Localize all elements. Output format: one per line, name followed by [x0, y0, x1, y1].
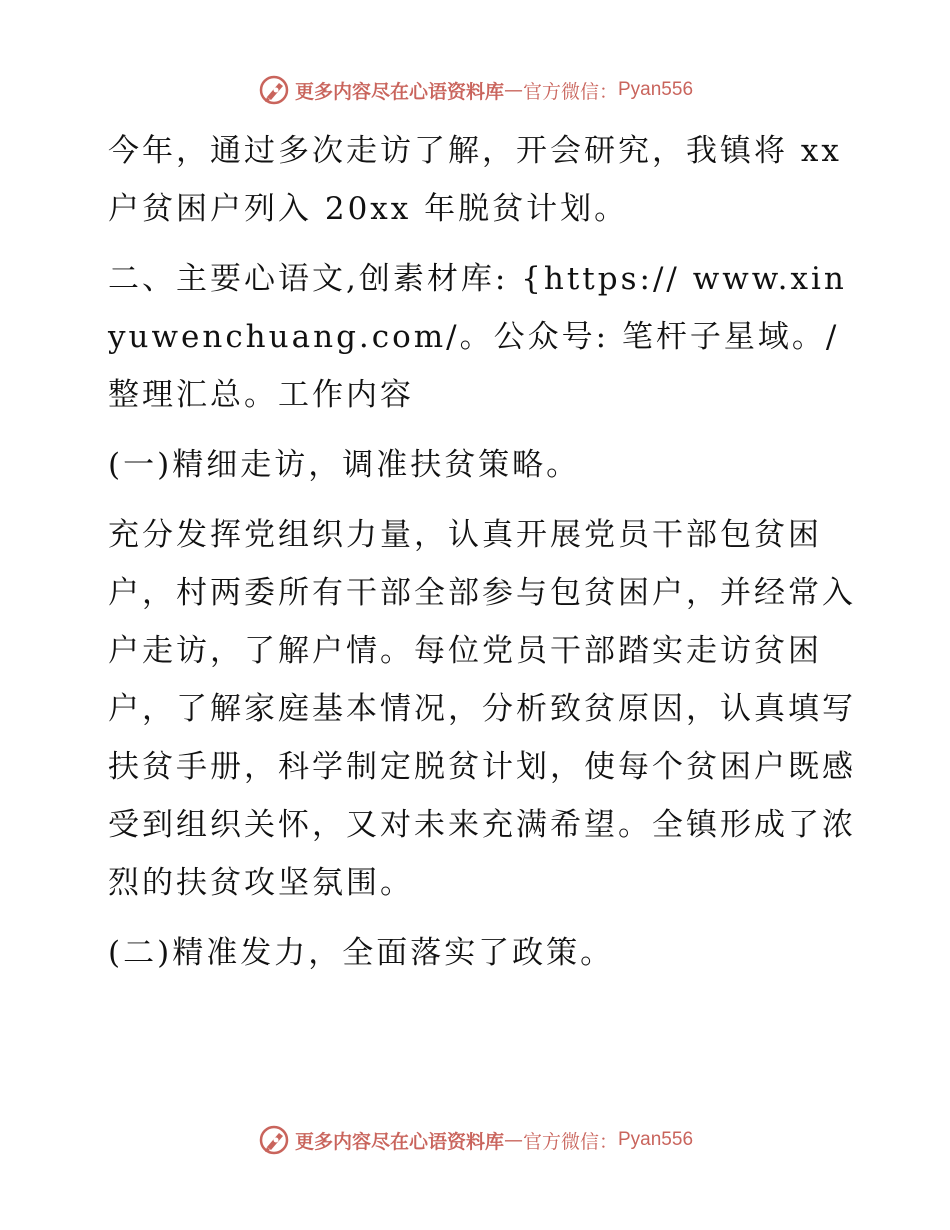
- banner-main-text: 更多内容尽在心语资料库: [294, 80, 504, 103]
- footer-banner: [0, 1120, 950, 1160]
- paragraph-section-two: 二、主要心语文,创素材库: {https:// www.xinyuwenchuang.com/。公众号: 笔杆子星域。/整理汇总。工作内容: [108, 261, 847, 413]
- heading-subsection-one: (一)精细走访，调准扶贫策略。: [108, 447, 581, 483]
- banner-wechat-label: 官方微信：: [522, 1130, 618, 1153]
- paragraph-visits: 充分发挥党组织力量，认真开展党员干部包贫困户，村两委所有干部全部参与包贫困户，并经常入户走访，了解户情。每位党员干部踏实走访贫困户，了解家庭基本情况，分析致贫原因，认真填写扶贫手册，科学制定脱贫计划，使每个贫困户既感受到组织关怀，又对未来充满希望。全镇形成了浓烈的扶贫攻坚氛围。: [108, 517, 856, 901]
- document-body: [98, 122, 858, 982]
- paragraph-plan: 今年，通过多次走访了解，开会研究，我镇将 xx 户贫困户列入 20xx 年脱贫计划。: [108, 133, 842, 227]
- banner-wechat-id: Pyan556: [618, 79, 694, 100]
- header-banner: [0, 70, 950, 110]
- banner-separator: —: [503, 79, 523, 101]
- banner-main-text: 更多内容尽在心语资料库: [294, 1130, 504, 1153]
- pen-logo-icon: [257, 1123, 291, 1157]
- banner-wechat-label: 官方微信：: [522, 80, 618, 103]
- banner-separator: —: [503, 1129, 523, 1151]
- pen-logo-icon: [257, 73, 291, 107]
- banner-wechat-id: Pyan556: [618, 1129, 694, 1150]
- heading-subsection-two: (二)精准发力，全面落实了政策。: [108, 935, 615, 971]
